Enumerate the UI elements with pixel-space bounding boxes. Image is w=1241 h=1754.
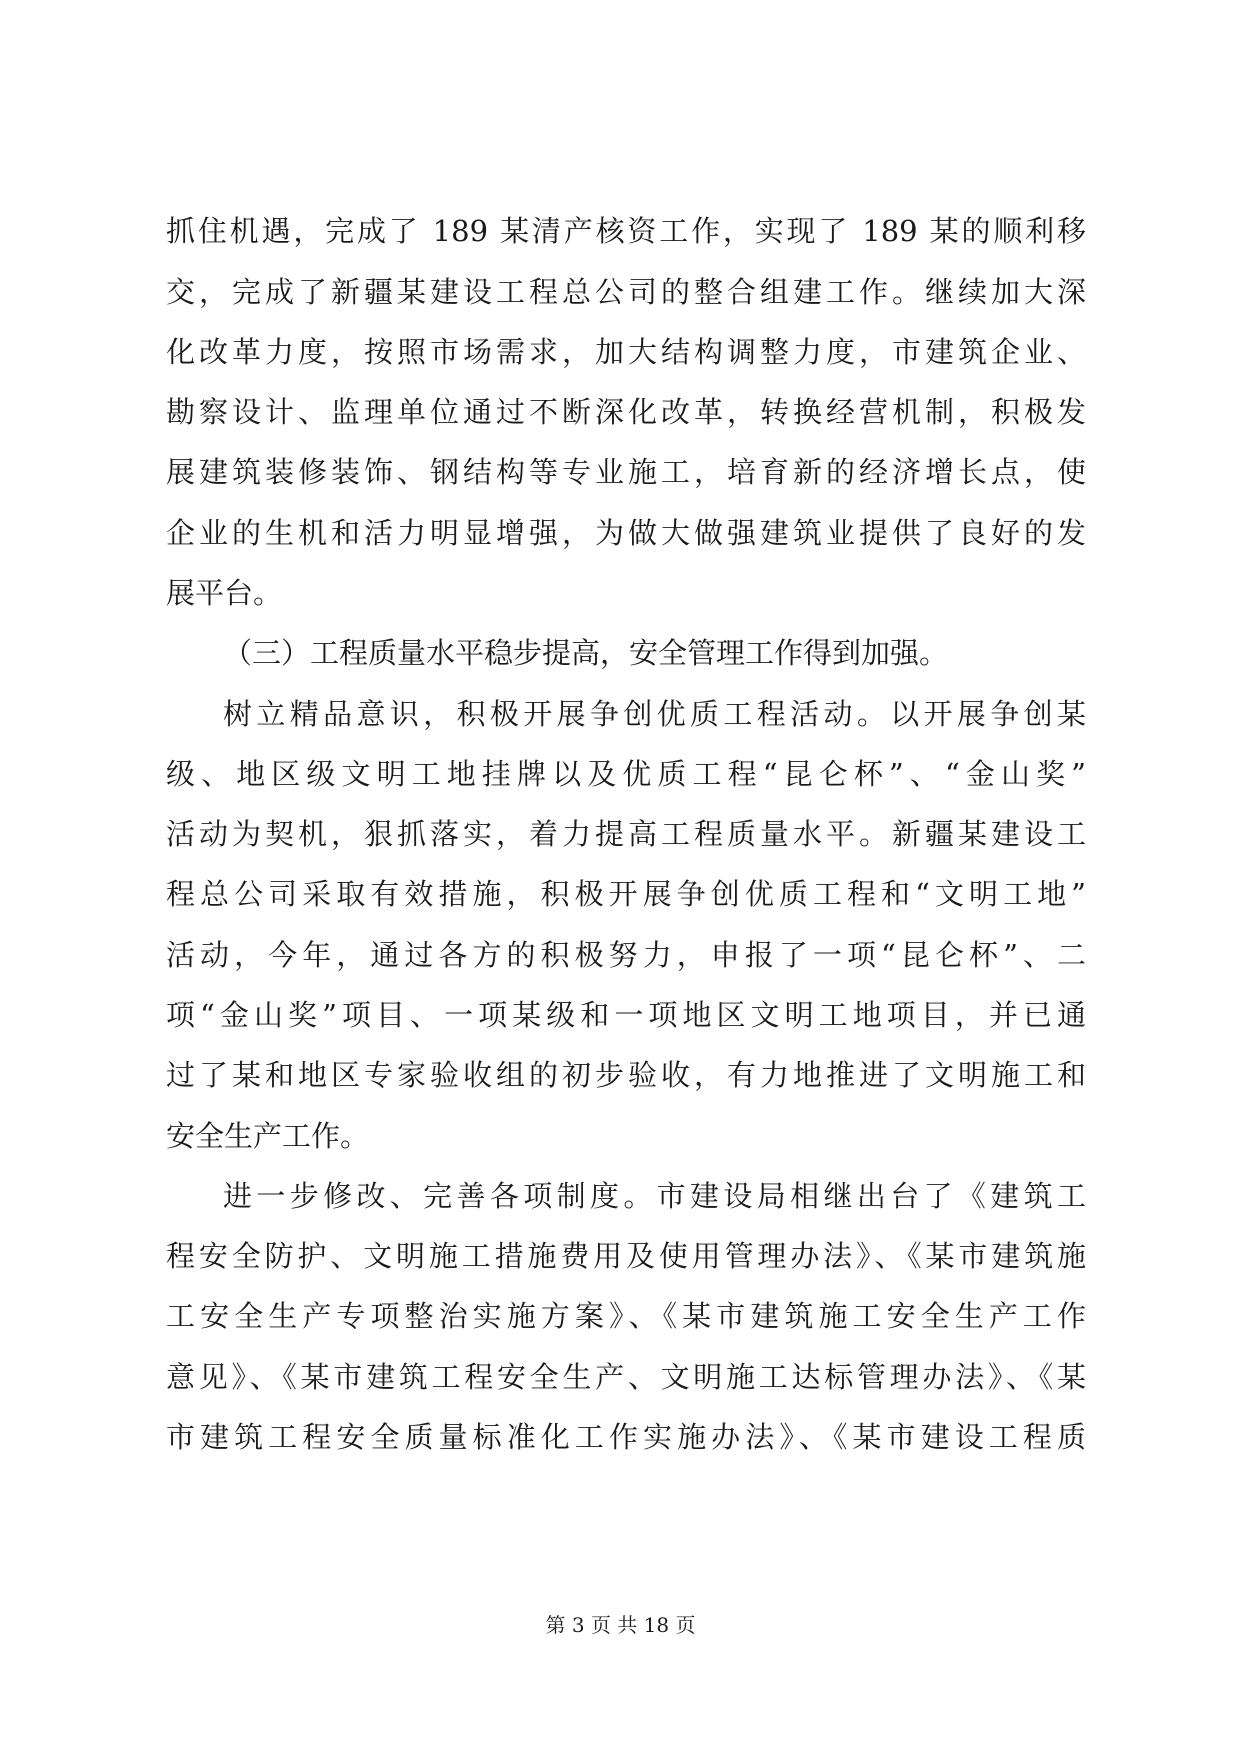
text-line: 企业的生机和活力明显增强，为做大做强建筑业提供了良好的发 bbox=[166, 516, 1086, 550]
text-line: 交，完成了新疆某建设工程总公司的整合组建工作。继续加大深 bbox=[166, 275, 1086, 309]
text-line: 勘察设计、监理单位通过不断深化改革，转换经营机制，积极发 bbox=[166, 395, 1086, 429]
text-line: 程安全防护、文明施工措施费用及使用管理办法》、《某市建筑施 bbox=[166, 1239, 1086, 1273]
text-line: 过了某和地区专家验收组的初步验收，有力地推进了文明施工和 bbox=[166, 1058, 1086, 1092]
section-heading: （三）工程质量水平稳步提高，安全管理工作得到加强。 bbox=[223, 636, 949, 670]
text-line: 市建筑工程安全质量标准化工作实施办法》、《某市建设工程质 bbox=[166, 1420, 1086, 1454]
text-line: 化改革力度，按照市场需求，加大结构调整力度，市建筑企业、 bbox=[166, 335, 1086, 369]
text-line: 程总公司采取有效措施，积极开展争创优质工程和“文明工地” bbox=[166, 877, 1086, 911]
text-line: 展建筑装修装饰、钢结构等专业施工，培育新的经济增长点，使 bbox=[166, 455, 1086, 489]
text-line: 展平台。 bbox=[166, 576, 283, 610]
text-line: 项“金山奖”项目、一项某级和一项地区文明工地项目，并已通 bbox=[166, 998, 1086, 1032]
text-line: 意见》、《某市建筑工程安全生产、文明施工达标管理办法》、《某 bbox=[166, 1360, 1086, 1394]
text-line: 安全生产工作。 bbox=[166, 1119, 370, 1153]
text-line: 树立精品意识，积极开展争创优质工程活动。以开展争创某 bbox=[223, 697, 1086, 731]
text-line: 活动为契机，狠抓落实，着力提高工程质量水平。新疆某建设工 bbox=[166, 817, 1086, 851]
text-line: 工安全生产专项整治实施方案》、《某市建筑施工安全生产工作 bbox=[166, 1299, 1086, 1333]
text-line: 进一步修改、完善各项制度。市建设局相继出台了《建筑工 bbox=[223, 1179, 1086, 1213]
text-line: 活动，今年，通过各方的积极努力，申报了一项“昆仑杯”、二 bbox=[166, 938, 1086, 972]
text-line: 抓住机遇，完成了 189 某清产核资工作，实现了 189 某的顺利移 bbox=[166, 214, 1086, 248]
text-line: 级、地区级文明工地挂牌以及优质工程“昆仑杯”、“金山奖” bbox=[166, 757, 1086, 791]
page-number-footer: 第 3 页 共 18 页 bbox=[545, 1613, 696, 1637]
